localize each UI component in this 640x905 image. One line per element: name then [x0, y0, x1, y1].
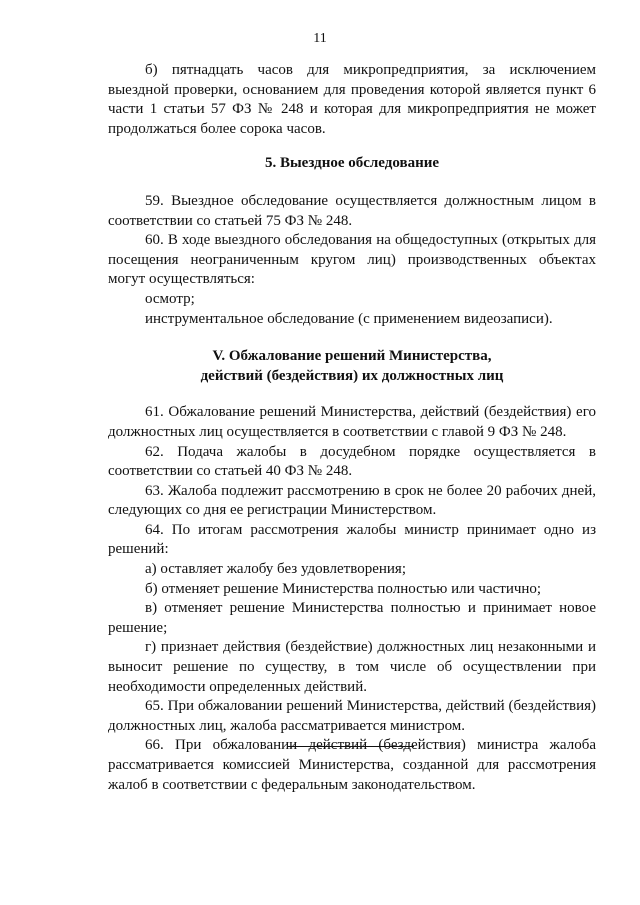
section-heading-v-line2: действий (бездействия) их должностных лиц — [200, 367, 504, 384]
paragraph-64: 64. По итогам рассмотрения жалобы министр принимает одно из решений: — [108, 521, 596, 558]
section-heading-v — [108, 347, 596, 386]
paragraph-65: 65. При обжаловании решений Министерства, действий (бездействия) должностных лиц, жалоба рассматривается министром. — [108, 698, 596, 734]
list-item-inspection: осмотр; — [145, 290, 195, 307]
paragraph-59: 59. Выездное обследование осуществляется должностным лицом в соответствии со статьей 75 ФЗ № 248. — [108, 192, 596, 229]
section-heading-v-line1: V. Обжалование решений Министерства, — [212, 348, 492, 365]
paragraph-63: 63. Жалоба подлежит рассмотрению в срок не более 20 рабочих дней, следующих со дня ее регистрации Министерством. — [108, 482, 596, 519]
list-item-instrumental-inspection: инструментальное обследование (с применением видеозаписи). — [145, 310, 553, 327]
paragraph-62: 62. Подача жалобы в досудебном порядке осуществляется в соответствии со статьей 40 ФЗ № 248. — [108, 443, 596, 480]
paragraph-intro: б) пятнадцать часов для микропредприятия, за исключением выездной проверки, основанием для проведения которой является пункт 6 части 1 статьи 57 ФЗ № 248 и которая для микропредприятия не может продолжаться более сорока часов. — [108, 62, 596, 137]
document-body — [108, 61, 596, 795]
page-number: 11 — [313, 31, 327, 46]
paragraph-61: 61. Обжалование решений Министерства, действий (бездействия) его должностных лиц осуществляется в соответствии с главой 9 ФЗ № 248. — [108, 404, 596, 440]
decision-option-a: а) оставляет жалобу без удовлетворения; — [145, 561, 406, 578]
paragraph-60: 60. В ходе выездного обследования на общедоступных (открытых для посещения неограниченным кругом лиц) производственных объектах могут осуществляться: — [108, 232, 596, 288]
end-separator-line — [287, 746, 414, 747]
paragraph-66: 66. При обжаловании действий (бездействия) министра жалоба рассматривается комиссией Министерства, созданной для рассмотрения жалоб в соответствии с федеральным законодательством. — [108, 737, 596, 793]
section-heading-5: 5. Выездное обследование — [264, 155, 440, 172]
decision-option-g: г) признает действия (бездействие) должностных лиц незаконными и выносит решение по существу, в том числе об осуществлении при необходимости определенных действий. — [108, 639, 596, 695]
decision-option-v: в) отменяет решение Министерства полностью и принимает новое решение; — [108, 600, 596, 636]
decision-option-b: б) отменяет решение Министерства полностью или частично; — [145, 580, 542, 597]
